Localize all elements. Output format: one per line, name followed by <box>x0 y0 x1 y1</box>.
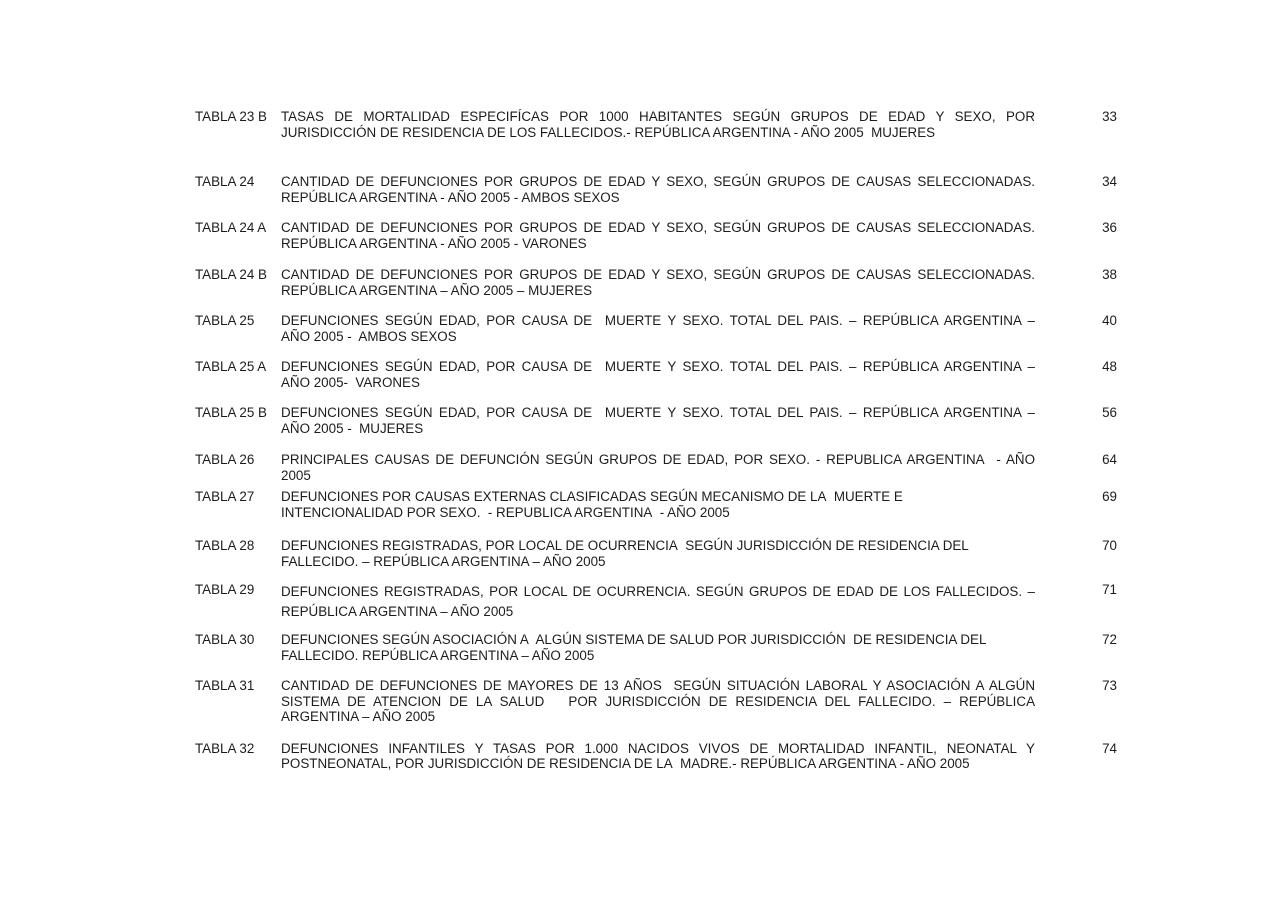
toc-entry-text-line: DEFUNCIONES REGISTRADAS, POR LOCAL DE OCURRENCIA SEGÚN JURISDICCIÓN DE RESIDENCIA DEL <box>281 538 969 553</box>
toc-entry-text-line: FALLECIDO. REPÚBLICA ARGENTINA – AÑO 2005 <box>281 647 595 663</box>
toc-entry-title <box>281 405 1035 436</box>
toc-entry-label: TABLA 24 A <box>195 220 267 235</box>
toc-entry-title <box>281 489 1035 520</box>
toc-row <box>195 582 1117 622</box>
toc-page-number: 40 <box>1102 313 1117 328</box>
toc-entry-text-line: AÑO 2005 - MUJERES <box>281 420 424 436</box>
toc-entry-label: TABLA 24 <box>195 174 255 189</box>
toc-page-number: 72 <box>1102 632 1117 647</box>
toc-entry-title <box>281 267 1035 298</box>
toc-row <box>195 220 1117 251</box>
toc-entry-title <box>281 174 1035 205</box>
toc-entry-text-line: DEFUNCIONES POR CAUSAS EXTERNAS CLASIFICADAS SEGÚN MECANISMO DE LA MUERTE E <box>281 489 903 504</box>
toc-entry-text-line: DEFUNCIONES INFANTILES Y TASAS POR 1.000 NACIDOS VIVOS DE MORTALIDAD INFANTIL, NEONATAL Y <box>281 740 1035 756</box>
toc-entry-text-line: FALLECIDO. – REPÚBLICA ARGENTINA – AÑO 2005 <box>281 553 606 569</box>
toc-page-number: 64 <box>1102 452 1117 467</box>
toc-entry-label: TABLA 23 B <box>195 109 267 124</box>
toc-entry-text-line: DEFUNCIONES SEGÚN EDAD, POR CAUSA DE MUERTE Y SEXO. TOTAL DEL PAIS. – REPÚBLICA ARGENTINA – <box>281 359 1035 374</box>
toc-entry-label: TABLA 32 <box>195 740 255 756</box>
toc-entry-label: TABLA 31 <box>195 678 255 693</box>
toc-entry-text-line: JURISDICCIÓN DE RESIDENCIA DE LOS FALLECIDOS.- REPÚBLICA ARGENTINA - AÑO 2005 MUJERES <box>281 124 936 140</box>
toc-entry-label: TABLA 25 <box>195 313 255 328</box>
toc-row <box>195 452 1117 483</box>
toc-entry-label: TABLA 29 <box>195 582 255 597</box>
toc-page-number: 36 <box>1102 220 1117 235</box>
toc-row <box>195 489 1117 520</box>
toc-entry-label: TABLA 24 B <box>195 267 267 282</box>
toc-entry-label: TABLA 25 B <box>195 405 267 420</box>
toc-row <box>195 359 1117 390</box>
toc-row <box>195 741 1117 772</box>
toc-page-number: 74 <box>1102 740 1117 756</box>
toc-entry-text-line: CANTIDAD DE DEFUNCIONES POR GRUPOS DE EDAD Y SEXO, SEGÚN GRUPOS DE CAUSAS SELECCIONADAS. <box>281 267 1035 282</box>
toc-entry-title <box>281 359 1035 390</box>
toc-row <box>195 632 1117 663</box>
toc-entry-text-line: PRINCIPALES CAUSAS DE DEFUNCIÓN SEGÚN GRUPOS DE EDAD, POR SEXO. - REPUBLICA ARGENTINA - AÑO <box>281 452 1035 467</box>
toc-entry-text-line: AÑO 2005 - AMBOS SEXOS <box>281 328 457 344</box>
toc-entry-text-line: DEFUNCIONES SEGÚN ASOCIACIÓN A ALGÚN SISTEMA DE SALUD POR JURISDICCIÓN DE RESIDENCIA DEL <box>281 632 987 647</box>
toc-entry-text-line: AÑO 2005- VARONES <box>281 374 420 390</box>
toc-entry-title <box>281 313 1035 344</box>
toc-entry-text-line: CANTIDAD DE DEFUNCIONES POR GRUPOS DE EDAD Y SEXO, SEGÚN GRUPOS DE CAUSAS SELECCIONADAS. <box>281 220 1035 235</box>
toc-entry-title <box>281 632 1035 663</box>
toc-row <box>195 267 1117 298</box>
toc-entry-text-line: CANTIDAD DE DEFUNCIONES POR GRUPOS DE EDAD Y SEXO, SEGÚN GRUPOS DE CAUSAS SELECCIONADAS. <box>281 174 1035 189</box>
toc-page-number: 38 <box>1102 267 1117 282</box>
toc-row <box>195 538 1117 569</box>
toc-entry-text-line: DEFUNCIONES SEGÚN EDAD, POR CAUSA DE MUERTE Y SEXO. TOTAL DEL PAIS. – REPÚBLICA ARGENTINA – <box>281 313 1035 328</box>
toc-entry-title <box>281 678 1035 725</box>
toc-entry-text-line: REPÚBLICA ARGENTINA - AÑO 2005 - AMBOS SEXOS <box>281 189 620 205</box>
toc-row <box>195 405 1117 436</box>
toc-page-number: 69 <box>1102 489 1117 504</box>
toc-page-number: 34 <box>1102 174 1117 189</box>
toc-entry-text-line: DEFUNCIONES REGISTRADAS, POR LOCAL DE OCURRENCIA. SEGÚN GRUPOS DE EDAD DE LOS FALLECIDOS. – <box>281 584 1035 599</box>
toc-row <box>195 109 1117 140</box>
toc-entry-text-line: SISTEMA DE ATENCION DE LA SALUD POR JURISDICCIÓN DE RESIDENCIA DEL FALLECIDO. – REPÚBLICA <box>281 693 1035 709</box>
toc-entry-label: TABLA 30 <box>195 632 255 647</box>
toc-entry-label: TABLA 27 <box>195 489 255 504</box>
toc-entry-text-line: ARGENTINA – AÑO 2005 <box>281 709 436 724</box>
toc-entry-text-line: REPÚBLICA ARGENTINA - AÑO 2005 - VARONES <box>281 235 587 251</box>
toc-row <box>195 174 1117 205</box>
toc-entry-text-line: INTENCIONALIDAD POR SEXO. - REPUBLICA ARGENTINA - AÑO 2005 <box>281 504 730 520</box>
toc-row <box>195 678 1117 725</box>
table-of-contents <box>195 0 1117 772</box>
toc-entry-title <box>281 538 1035 569</box>
toc-entry-text-line: TASAS DE MORTALIDAD ESPECIFÍCAS POR 1000 HABITANTES SEGÚN GRUPOS DE EDAD Y SEXO, POR <box>281 109 1035 124</box>
toc-page-number: 73 <box>1102 678 1117 693</box>
toc-entry-text-line: POSTNEONATAL, POR JURISDICCIÓN DE RESIDENCIA DE LA MADRE.- REPÚBLICA ARGENTINA - AÑO 2005 <box>281 756 970 771</box>
toc-entry-title <box>281 452 1035 483</box>
toc-entry-text-line: DEFUNCIONES SEGÚN EDAD, POR CAUSA DE MUERTE Y SEXO. TOTAL DEL PAIS. – REPÚBLICA ARGENTINA – <box>281 405 1035 420</box>
toc-entry-title <box>281 109 1035 140</box>
toc-page-number: 33 <box>1102 109 1117 124</box>
toc-entry-label: TABLA 26 <box>195 452 255 467</box>
toc-page-number: 70 <box>1102 538 1117 553</box>
toc-entry-text-line: REPÚBLICA ARGENTINA – AÑO 2005 – MUJERES <box>281 282 593 298</box>
toc-page-number: 56 <box>1102 405 1117 420</box>
toc-row <box>195 313 1117 344</box>
toc-page-number: 71 <box>1102 582 1117 597</box>
toc-entry-text-line: 2005 <box>281 467 311 483</box>
toc-entry-label: TABLA 25 A <box>195 359 267 374</box>
toc-entry-text-line: CANTIDAD DE DEFUNCIONES DE MAYORES DE 13 AÑOS SEGÚN SITUACIÓN LABORAL Y ASOCIACIÓN A ALGÚN <box>281 678 1035 693</box>
toc-entry-text-line: REPÚBLICA ARGENTINA – AÑO 2005 <box>281 604 514 619</box>
toc-entry-label: TABLA 28 <box>195 538 255 553</box>
toc-entry-title <box>281 220 1035 251</box>
toc-page-number: 48 <box>1102 359 1117 374</box>
toc-entry-title <box>281 741 1035 772</box>
toc-entry-title <box>281 582 1035 622</box>
